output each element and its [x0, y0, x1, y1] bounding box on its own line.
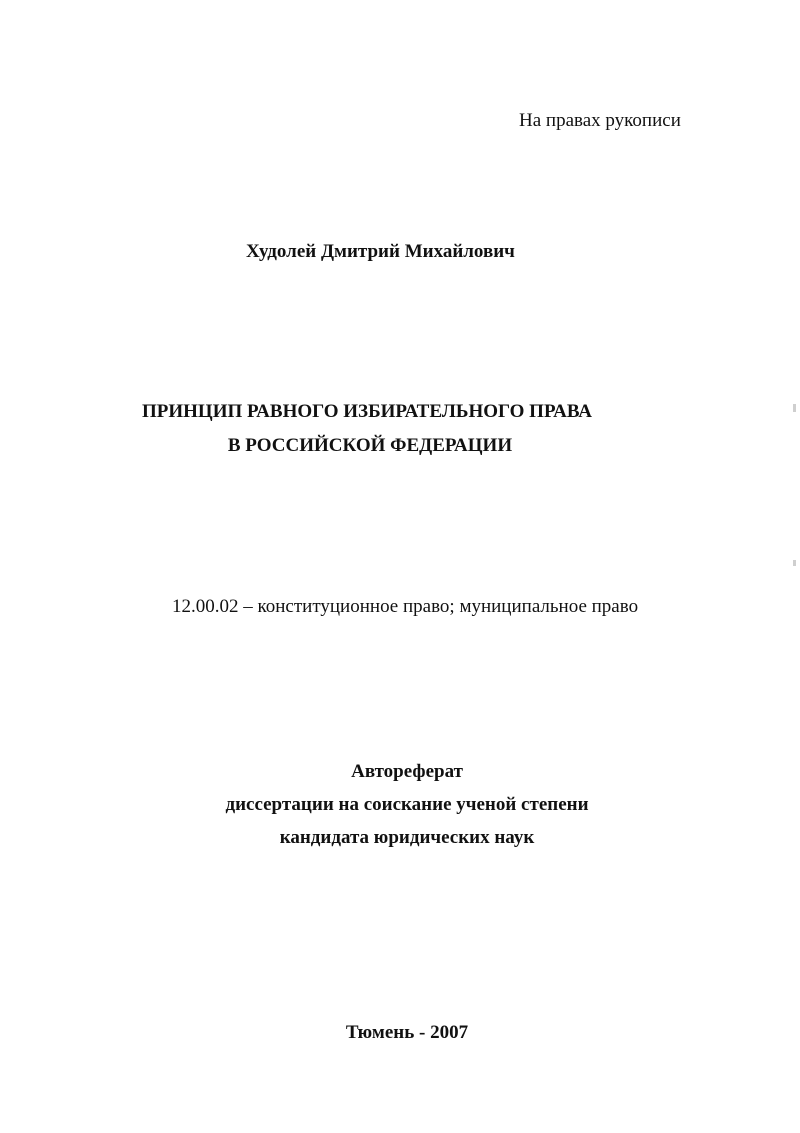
- title-line-2: В РОССИЙСКОЙ ФЕДЕРАЦИИ: [227, 435, 513, 456]
- degree-line: кандидата юридических наук: [279, 827, 535, 848]
- title-line-1: ПРИНЦИП РАВНОГО ИЗБИРАТЕЛЬНОГО ПРАВА: [141, 401, 593, 422]
- scan-artifact: [793, 404, 796, 412]
- author-name: Худолей Дмитрий Михайлович: [246, 241, 515, 262]
- abstract-label: Автореферат: [351, 761, 463, 782]
- manuscript-note: На правах рукописи: [519, 110, 681, 131]
- dissertation-line: диссертации на соискание ученой степени: [225, 794, 589, 815]
- city-year: Тюмень - 2007: [345, 1022, 469, 1043]
- scan-artifact: [793, 560, 796, 566]
- specialty-code: 12.00.02 – конституционное право; муниципальное право: [172, 596, 639, 617]
